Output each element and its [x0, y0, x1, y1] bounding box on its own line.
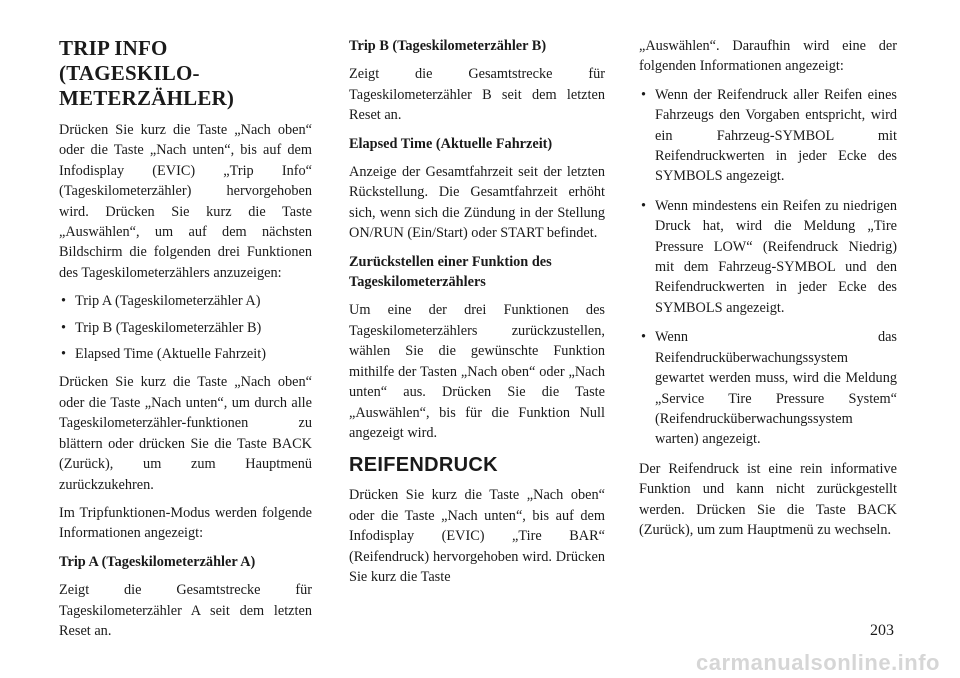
list-item: • Wenn der Reifendruck aller Reifen eines Fahrzeugs den Vorgaben entspricht, wird ein Fahrzeug-SYMBOL mit Reifendruckwerten in jeder Ecke des SYMBOLS angezeigt.: [639, 85, 897, 187]
paragraph: Der Reifendruck ist eine rein informative Funktion und kann nicht zurückgestellt werden. Drücken Sie die Taste BACK (Zurück), um zum Hauptmenü zu wechseln.: [639, 460, 897, 538]
paragraph: Um eine der drei Funktionen des Tageskilometerzählers zurückzustellen, wählen Sie die gewünschte Funktion mithilfe der Tasten „Nach oben“ oder „Nach unten“ aus. Drücken Sie die Taste „Auswählen“, bis für die Funktion Null angezeigt wird.: [349, 302, 605, 441]
list-item: • Wenn mindestens ein Reifen zu niedrigen Druck hat, wird die Meldung „Tire Pressure LOW“ (Reifendruck Niedrig) mit dem Fahrzeug-SYMBOL und den Reifendruckwerten in jeder Ecke des SYMBOLS angezeigt.: [639, 196, 897, 318]
list-item: • Trip A (Tageskilometerzähler A): [59, 291, 312, 311]
paragraph: Anzeige der Gesamtfahrzeit seit der letzten Rückstellung. Die Gesamtfahrzeit erhöht sich, wenn sich die Zündung in der Stellung ON/RUN (Ein/Start) oder START befindet.: [349, 164, 605, 242]
trip-functions-list: [59, 291, 312, 364]
paragraph: Drücken Sie kurz die Taste „Nach oben“ oder die Taste „Nach unten“, bis auf dem Infodisplay (EVIC) „Tire BAR“ (Reifendruck) hervorgehoben wird. Drücken Sie kurz die Taste: [349, 487, 605, 585]
paragraph: Zeigt die Gesamtstrecke für Tageskilometerzähler A seit dem letzten Reset an.: [59, 582, 312, 639]
reifendruck-heading: REIFENDRUCK: [349, 454, 498, 477]
list-item: • Trip B (Tageskilometerzähler B): [59, 318, 312, 338]
list-item: • Elapsed Time (Aktuelle Fahrzeit): [59, 344, 312, 364]
paragraph: Drücken Sie kurz die Taste „Nach oben“ oder die Taste „Nach unten“, bis auf dem Infodisplay (EVIC) „Trip Info“ (Tageskilometerzähler) hervorgehoben wird. Drücken Sie kurz die Taste „Auswählen“, um auf dem nächsten Bildschirm die folgenden drei Funktionen des Tageskilometerzählers anzuzeigen:: [59, 122, 312, 281]
paragraph: Zeigt die Gesamtstrecke für Tageskilometerzähler B seit dem letzten Reset an.: [349, 66, 605, 124]
subheading-trip-b: Trip B (Tageskilometerzähler B): [349, 38, 547, 54]
page-number: 203: [870, 622, 894, 639]
tire-pressure-list: [639, 85, 897, 450]
column-3: [639, 36, 897, 548]
subheading-trip-a: Trip A (Tageskilometerzähler A): [59, 553, 256, 570]
subheading-elapsed-time: Elapsed Time (Aktuelle Fahrzeit): [349, 135, 553, 152]
trip-info-heading: TRIP INFO (TAGESKILO-METERZÄHLER): [59, 36, 235, 110]
column-2: [349, 36, 605, 595]
paragraph: „Auswählen“. Daraufhin wird eine der folgenden Informationen angezeigt:: [639, 38, 897, 75]
subheading-reset: Zurückstellen einer Funktion des Tageskilometerzählers: [349, 253, 552, 291]
paragraph: Im Tripfunktionen-Modus werden folgende Informationen angezeigt:: [59, 504, 312, 542]
paragraph: Drücken Sie kurz die Taste „Nach oben“ oder die Taste „Nach unten“, um durch alle Tageskilometerzähler-funktionen zu blättern oder drücken Sie die Taste BACK (Zurück), um zum Hauptmenü zurückzukehren.: [59, 374, 312, 493]
column-1: [59, 36, 312, 649]
watermark: carmanualsonline.info: [696, 650, 940, 675]
list-item: • Wenn das Reifendrucküberwachungssystem gewartet werden muss, wird die Meldung „Service Tire Pressure System“ (Reifendrucküberwachungssystem warten) angezeigt.: [639, 327, 897, 449]
